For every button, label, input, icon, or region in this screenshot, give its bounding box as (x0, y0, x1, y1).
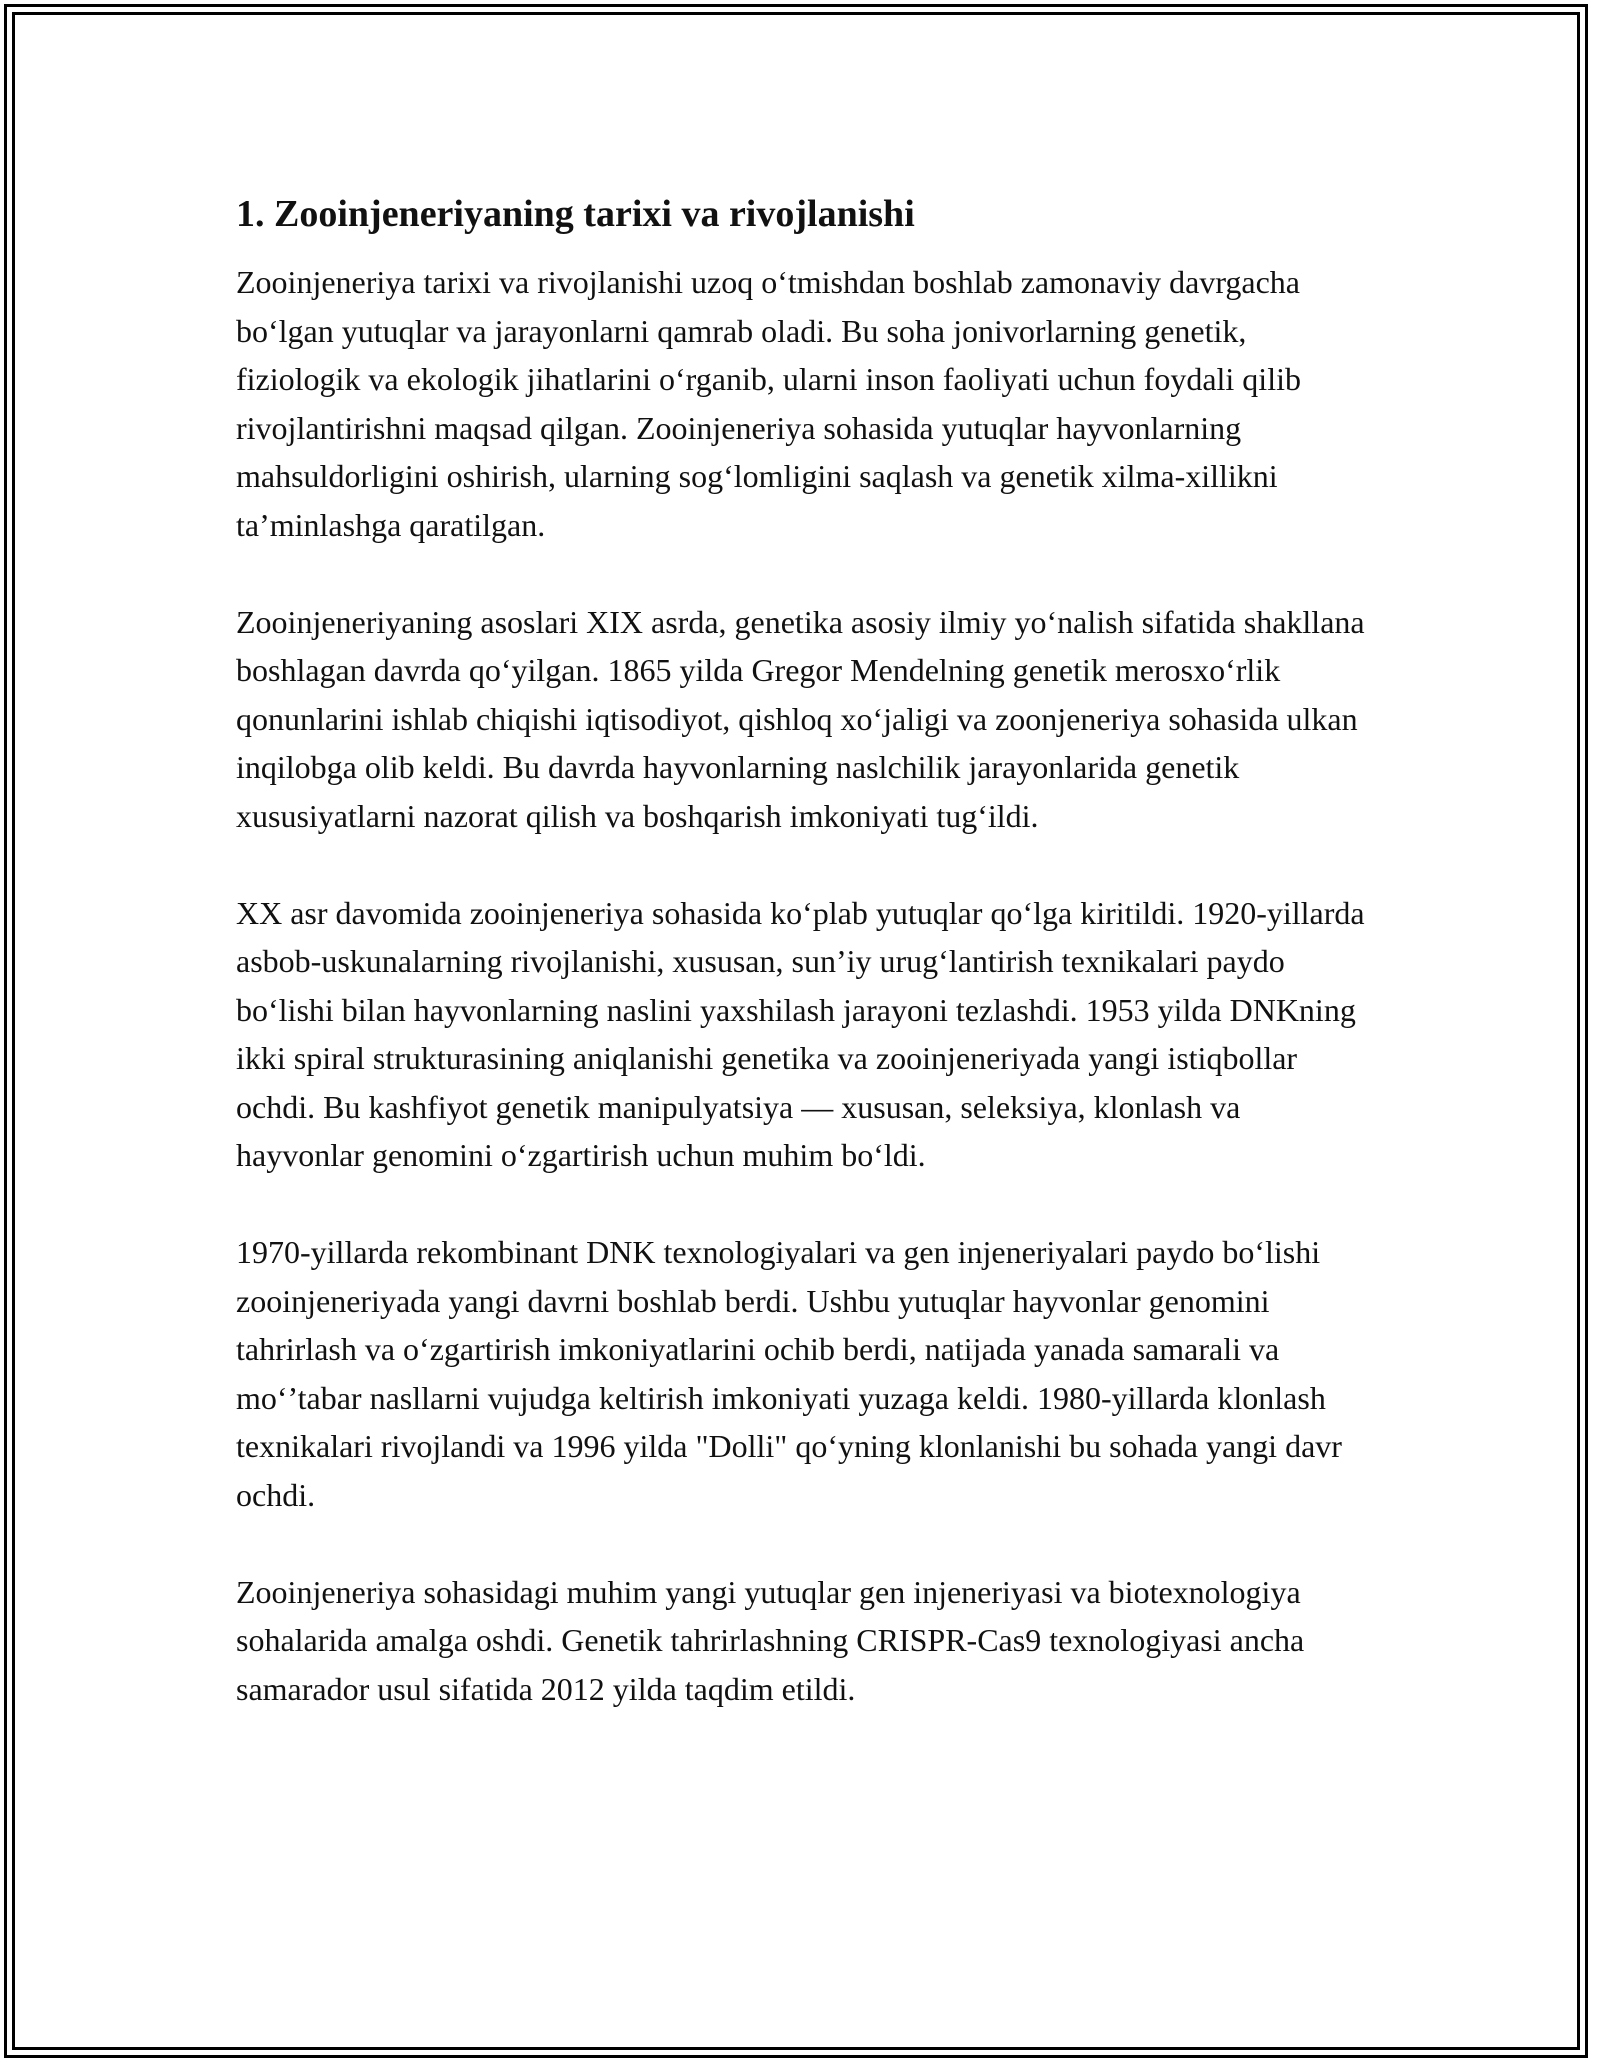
paragraph-2: Zooinjeneriyaning asoslari XIX asrda, genetika asosiy ilmiy yo‘nalish sifatida shakllana boshlagan davrda qo‘yilgan. 1865 yilda Gregor Mendelning genetik merosxo‘rlik qonunlarini ishlab chiqishi iqtisodiyot, qishloq xo‘jaligi va zoonjeneriya sohasida ulkan inqilobga olib keldi. Bu davrda hayvonlarning naslchilik jarayonlarida genetik xususiyatlarni nazorat qilish va boshqarish imkoniyati tug‘ildi. (236, 603, 1365, 834)
paragraph-3: XX asr davomida zooinjeneriya sohasida ko‘plab yutuqlar qo‘lga kiritildi. 1920-yillarda asbob-uskunalarning rivojlanishi, xususan, sun’iy urug‘lantirish texnikalari paydo bo‘lishi bilan hayvonlarning naslini yaxshilash jarayoni tezlashdi. 1953 yilda DNKning ikki spiral strukturasining aniqlanishi genetika va zooinjeneriyada yangi istiqbollar ochdi. Bu kashfiyot genetik manipulyatsiya — xususan, seleksiya, klonlash va hayvonlar genomini o‘zgartirish uchun muhim bo‘ldi. (236, 894, 1365, 1173)
section-heading: 1. Zooinjeneriyaning tarixi va rivojlanishi (236, 193, 915, 235)
paragraph-4: 1970-yillarda rekombinant DNK texnologiyalari va gen injeneriyalari paydo bo‘lishi zooinjeneriyada yangi davrni boshlab berdi. Ushbu yutuqlar hayvonlar genomini tahrirlash va o‘zgartirish imkoniyatlarini ochib berdi, natijada yanada samarali va mo‘’tabar nasllarni vujudga keltirish imkoniyati yuzaga keldi. 1980-yillarda klonlash texnikalari rivojlandi va 1996 yilda "Dolli" qo‘yning klonlanishi bu sohada yangi davr ochdi. (236, 1234, 1342, 1513)
document-body (236, 190, 1366, 1713)
paragraph-5: Zooinjeneriya sohasidagi muhim yangi yutuqlar gen injeneriyasi va biotexnologiya sohalarida amalga oshdi. Genetik tahrirlashning CRISPR-Cas9 texnologiyasi ancha samarador usul sifatida 2012 yilda taqdim etildi. (236, 1573, 1305, 1707)
paragraph-1: Zooinjeneriya tarixi va rivojlanishi uzoq o‘tmishdan boshlab zamonaviy davrgacha bo‘lgan yutuqlar va jarayonlarni qamrab oladi. Bu soha jonivorlarning genetik, fiziologik va ekologik jihatlarini o‘rganib, ularni inson faoliyati uchun foydali qilib rivojlantirishni maqsad qilgan. Zooinjeneriya sohasida yutuqlar hayvonlarning mahsuldorligini oshirish, ularning sog‘lomligini saqlash va genetik xilma-xillikni ta’minlashga qaratilgan. (236, 264, 1301, 543)
